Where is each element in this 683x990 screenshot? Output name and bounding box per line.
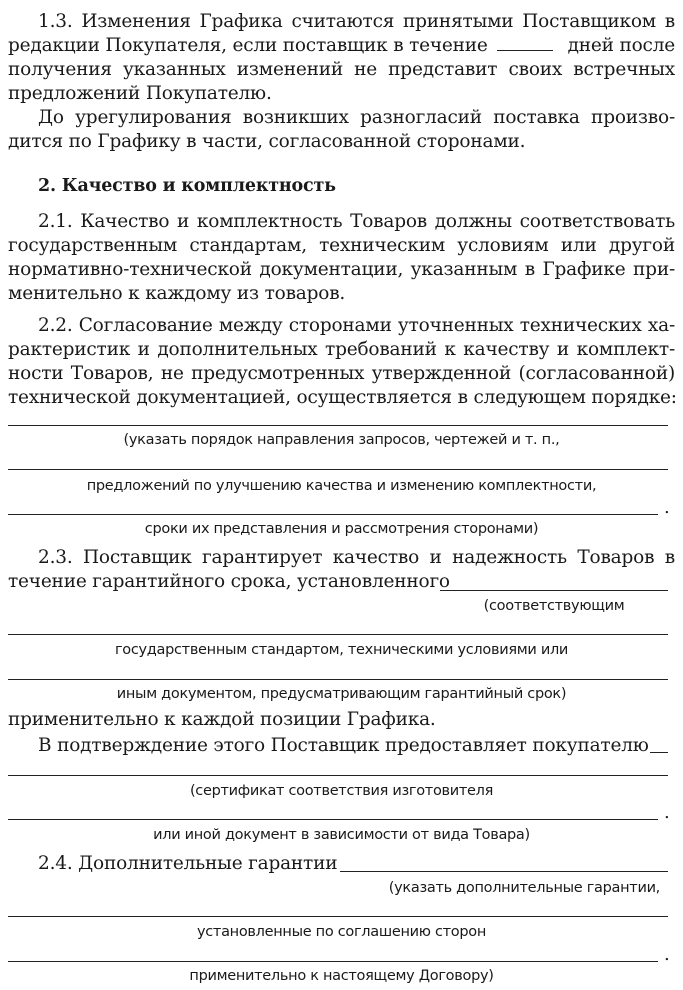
p13-line1: 1.3. Изменения Графика считаются принятыми Поставщиком в xyxy=(38,11,675,32)
fill-line xyxy=(340,871,668,872)
fill-line xyxy=(8,679,668,680)
fill-line xyxy=(8,634,668,635)
p13-line2 xyxy=(8,34,675,58)
p21-line1: 2.1. Качество и комплектность Товаров должны соответствовать xyxy=(38,211,675,232)
line-end-dot: . xyxy=(664,802,670,823)
p21-line4: менительно к каждому из товаров. xyxy=(8,283,346,304)
caption-hint: государственным стандартом, техническими условиями или xyxy=(114,642,569,658)
caption-hint: или иной документ в зависимости от вида Товара) xyxy=(153,827,530,843)
p22-line4: технической документацией, осуществляется в следующем порядке: xyxy=(8,387,677,408)
p23-line1: 2.3. Поставщик гарантирует качество и надежность Товаров в xyxy=(38,547,675,568)
p23-line2-text: течение гарантийного срока, установленного xyxy=(8,571,450,592)
p24-line1: 2.4. Дополнительные гарантии xyxy=(38,853,338,874)
caption-hint: (соответствующим xyxy=(483,598,625,614)
p22-line3: ности Товаров, не предусмотренных утвержденной (согласованной) xyxy=(8,363,675,384)
section-heading: 2. Качество и комплектность xyxy=(38,176,336,196)
p13-line3: получения указанных изменений не представит своих встречных xyxy=(8,59,675,80)
line-end-dot: . xyxy=(664,497,670,518)
fill-line xyxy=(8,775,668,776)
p13-line2-end: дней после xyxy=(567,35,675,56)
caption-hint: (указать дополнительные гарантии, xyxy=(388,880,660,896)
fill-line xyxy=(650,752,668,753)
caption-hint: сроки их представления и рассмотрения сторонами) xyxy=(144,521,539,537)
p21-line2: государственным стандартам, техническим условиям или другой xyxy=(8,235,675,256)
p21-line3: нормативно-технической документации, указанным в Графике при- xyxy=(8,259,675,280)
fill-line xyxy=(8,469,668,470)
p13-line4: предложений Покупателю. xyxy=(8,83,272,104)
fill-line xyxy=(8,961,658,962)
fill-line xyxy=(440,590,668,591)
line-end-dot: . xyxy=(664,944,670,965)
p22-line2: рактеристик и дополнительных требований к качеству и комплект- xyxy=(8,339,675,360)
fill-line xyxy=(8,916,668,917)
days-blank xyxy=(497,36,553,51)
p13b-line1: До урегулирования возникших разногласий поставка произво- xyxy=(38,107,675,128)
p22-line1: 2.2. Согласование между сторонами уточненных технических ха- xyxy=(38,315,675,336)
p13-line2-start: редакции Покупателя, если поставщик в течение xyxy=(8,35,488,56)
fill-line xyxy=(8,425,668,426)
p23-line4: В подтверждение этого Поставщик предоставляет покупателю xyxy=(38,735,649,756)
caption-hint: применительно к настоящему Договору) xyxy=(189,968,494,984)
fill-line xyxy=(8,514,658,515)
caption-hint: (сертификат соответствия изготовителя xyxy=(189,783,494,799)
p13b-line2: дится по Графику в части, согласованной сторонами. xyxy=(8,131,526,152)
p23-line3: применительно к каждой позиции Графика. xyxy=(8,709,436,730)
caption-hint: (указать порядок направления запросов, чертежей и т. п., xyxy=(123,432,560,448)
caption-hint: иным документом, предусматривающим гарантийный срок) xyxy=(116,686,567,702)
fill-line xyxy=(8,819,658,820)
caption-hint: установленные по соглашению сторон xyxy=(196,924,487,940)
caption-hint: предложений по улучшению качества и изменению комплектности, xyxy=(86,478,597,494)
